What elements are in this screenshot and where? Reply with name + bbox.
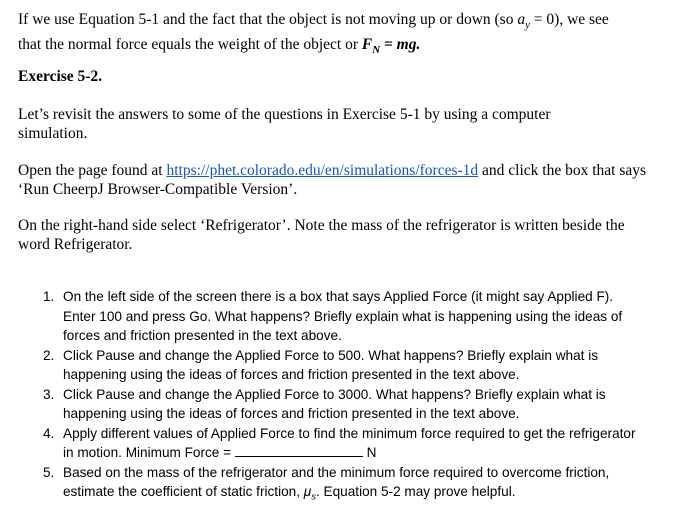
question-number: 4.	[43, 425, 55, 441]
question-text-end: . Equation 5-2 may prove helpful.	[316, 484, 516, 499]
list-item	[18, 424, 642, 463]
normal-force-symbol: F	[361, 36, 373, 54]
exercise-title: Exercise 5-2.	[18, 68, 103, 85]
mu-symbol: μ	[303, 484, 312, 499]
intro-paragraph	[18, 10, 668, 60]
refrigerator-paragraph: On the right-hand side select ‘Refrigerator’. Note the mass of the refrigerator is written beside the word Refrigerator.	[18, 217, 625, 253]
open-text-b: and click the box that says ‘Run CheerpJ Browser-Compatible Version’.	[18, 162, 647, 198]
weight-equation: = mg.	[380, 36, 421, 54]
intro-text-2: that the normal force equals the weight of the object or	[18, 36, 362, 54]
question-text: Click Pause and change the Applied Force to 500. What happens? Briefly explain what is happening using the ideas of forces and friction presented in the text above.	[63, 347, 599, 382]
question-text: Apply different values of Applied Force to find the minimum force required to get the refrigerator in motion. Minimum Force =	[63, 425, 636, 460]
question-number: 5.	[43, 464, 55, 480]
list-item	[18, 385, 642, 424]
open-page-paragraph	[18, 161, 648, 199]
phet-link[interactable]: https://phet.colorado.edu/en/simulations/forces-1d	[166, 162, 479, 179]
question-text: On the left side of the screen there is a box that says Applied Force (it might say Applied F). Enter 100 and press Go. What happens? Briefly explain what is happening using the ideas of forces and friction presented in the text above.	[63, 289, 623, 343]
intro-text-1: If we use Equation 5-1 and the fact that the object is not moving up or down (so	[18, 11, 518, 28]
question-text: Based on the mass of the refrigerator and the minimum force required to overcome friction, estimate the coefficient of static friction,	[63, 464, 610, 499]
list-item	[18, 463, 642, 508]
normal-force-subscript: N	[372, 44, 381, 57]
question-text: Click Pause and change the Applied Force to 3000. What happens? Briefly explain what is happening using the ideas of forces and friction presented in the text above.	[63, 386, 606, 421]
minimum-force-blank[interactable]	[235, 444, 363, 457]
question-number: 3.	[43, 386, 55, 402]
open-text-a: Open the page found at	[18, 162, 167, 179]
revisit-paragraph: Let’s revisit the answers to some of the questions in Exercise 5-1 by using a computer simulation.	[18, 106, 551, 142]
acceleration-symbol: a	[517, 11, 526, 28]
force-unit: N	[362, 445, 377, 460]
mu-subscript: s	[311, 491, 316, 503]
question-list	[18, 287, 642, 507]
question-number: 2.	[43, 347, 55, 363]
intro-equals-zero: = 0), we see	[529, 11, 609, 28]
acceleration-subscript: y	[525, 19, 530, 32]
question-number: 1.	[43, 289, 55, 304]
list-item	[18, 346, 642, 385]
list-item	[18, 287, 642, 346]
